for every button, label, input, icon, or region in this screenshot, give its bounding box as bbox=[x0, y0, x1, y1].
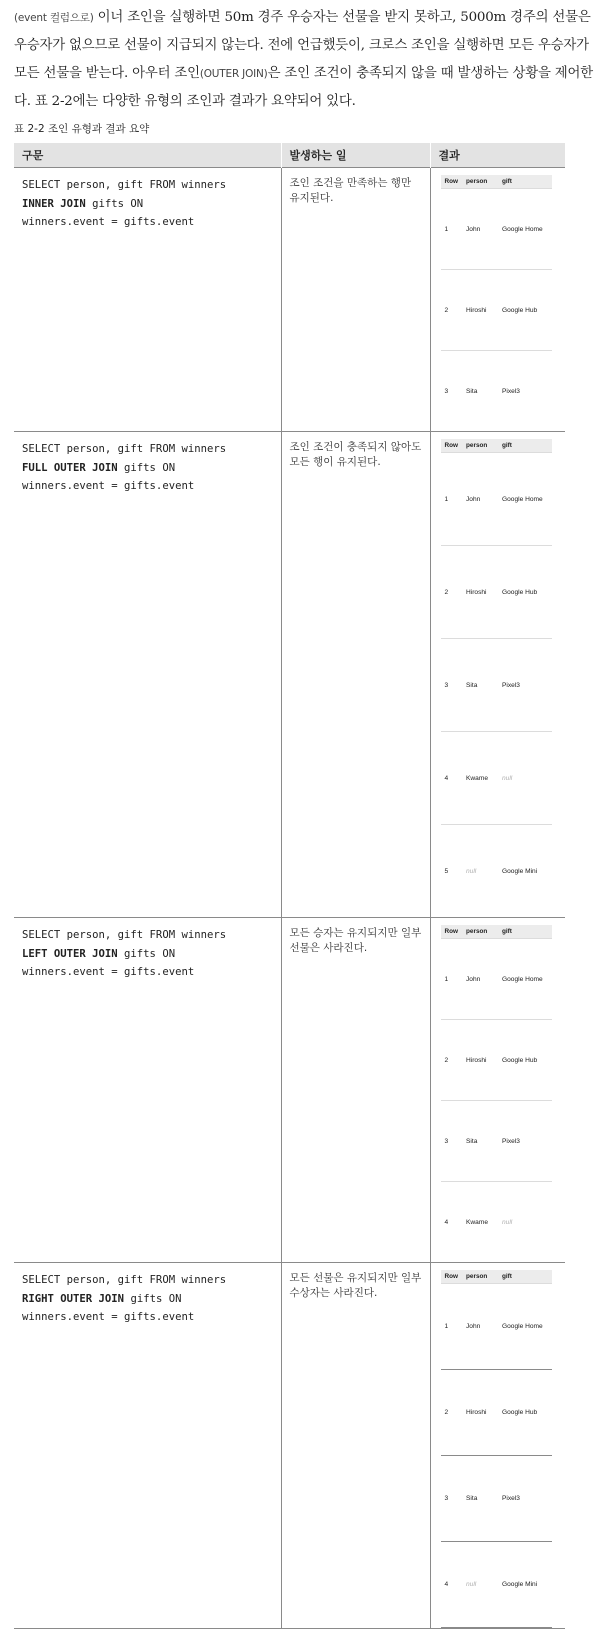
result-cell: Google Hub bbox=[498, 1370, 552, 1456]
result-header-person: person bbox=[462, 1270, 498, 1284]
result-header-row-num: Row bbox=[441, 1270, 463, 1284]
header-result: 결과 bbox=[430, 143, 565, 168]
result-header-row bbox=[441, 175, 553, 189]
result-cell: 1 bbox=[441, 939, 463, 1020]
result-cell: 3 bbox=[441, 1456, 463, 1542]
result-cell: Google Mini bbox=[498, 1542, 552, 1628]
syntax-cell bbox=[14, 918, 281, 1263]
result-cell: Google Home bbox=[498, 453, 552, 546]
result-header-person: person bbox=[462, 439, 498, 453]
result-cell: Pixel3 bbox=[498, 1456, 552, 1542]
result-row bbox=[441, 1542, 553, 1628]
result-cell: 4 bbox=[441, 1182, 463, 1263]
result-cell: 4 bbox=[441, 732, 463, 825]
sql-line-condition: winners.event = gifts.event bbox=[22, 1311, 195, 1323]
result-cell: 2 bbox=[441, 1370, 463, 1456]
result-header-row bbox=[441, 439, 553, 453]
result-cell: 5 bbox=[441, 825, 463, 918]
result-cell: Sita bbox=[462, 639, 498, 732]
sql-line-condition: winners.event = gifts.event bbox=[22, 966, 195, 978]
result-cell: Pixel3 bbox=[498, 639, 552, 732]
join-description: 모든 선물은 유지되지만 일부 수상자는 사라진다. bbox=[289, 1272, 422, 1299]
join-summary-table bbox=[14, 143, 565, 1629]
result-cell: John bbox=[462, 189, 498, 270]
join-rest: gifts ON bbox=[117, 947, 176, 960]
result-cell-container bbox=[430, 918, 565, 1263]
result-header-row bbox=[441, 1270, 553, 1284]
result-row bbox=[441, 1020, 553, 1101]
result-cell: Sita bbox=[462, 1456, 498, 1542]
sql-line-select: SELECT person, gift FROM winners bbox=[22, 443, 227, 455]
result-cell: Hiroshi bbox=[462, 270, 498, 351]
sql-line-select: SELECT person, gift FROM winners bbox=[22, 1274, 227, 1286]
paragraph-text-part1: 이너 조인을 실행하면 50m 경주 우승자는 선물을 받지 못하고, 5000m 경주의 선물은 우승자가 없으므로 선물이 지급되지 않는다. 전에 언급했듯이, 크로스 조인을 실행하면 모든 우승자가 모든 선물을 받는다. 아우터 조인 bbox=[14, 10, 591, 81]
result-header-row bbox=[441, 925, 553, 939]
result-row bbox=[441, 1182, 553, 1263]
syntax-cell bbox=[14, 168, 281, 432]
result-cell: Google Mini bbox=[498, 825, 552, 918]
join-keyword: INNER JOIN bbox=[22, 197, 86, 210]
header-syntax: 구문 bbox=[14, 143, 281, 168]
result-cell-container bbox=[430, 432, 565, 918]
result-row bbox=[441, 1370, 553, 1456]
result-row bbox=[441, 1101, 553, 1182]
join-description: 모든 승자는 유지되지만 일부 선물은 사라진다. bbox=[289, 927, 422, 954]
join-rest: gifts ON bbox=[124, 1292, 182, 1305]
result-cell: Sita bbox=[462, 351, 498, 432]
table-row bbox=[14, 432, 565, 918]
result-cell: Hiroshi bbox=[462, 1020, 498, 1101]
table-row bbox=[14, 1263, 565, 1629]
result-cell-container bbox=[430, 168, 565, 432]
result-cell: 3 bbox=[441, 1101, 463, 1182]
result-header-person: person bbox=[462, 175, 498, 189]
result-cell: null bbox=[462, 1542, 498, 1628]
sql-code-block bbox=[22, 1271, 273, 1327]
result-cell: Hiroshi bbox=[462, 546, 498, 639]
table-caption: 표 2-2 조인 유형과 결과 요약 bbox=[14, 123, 150, 135]
result-cell: Google Home bbox=[498, 1284, 552, 1370]
join-rest: gifts ON bbox=[85, 197, 144, 210]
result-mini-table bbox=[441, 175, 553, 431]
result-header-gift: gift bbox=[498, 175, 552, 189]
table-header-row bbox=[14, 143, 565, 168]
sql-code-block bbox=[22, 926, 273, 982]
sql-code-block bbox=[22, 440, 273, 496]
result-row bbox=[441, 453, 553, 546]
syntax-cell bbox=[14, 1263, 281, 1629]
result-cell: Pixel3 bbox=[498, 351, 552, 432]
result-mini-table bbox=[441, 1270, 553, 1628]
result-cell: null bbox=[498, 1182, 552, 1263]
result-header-gift: gift bbox=[498, 1270, 552, 1284]
result-cell-container bbox=[430, 1263, 565, 1629]
result-row bbox=[441, 1284, 553, 1370]
result-cell: 3 bbox=[441, 639, 463, 732]
result-cell: Sita bbox=[462, 1101, 498, 1182]
description-cell bbox=[281, 1263, 430, 1629]
result-cell: Kwame bbox=[462, 732, 498, 825]
result-header-gift: gift bbox=[498, 439, 552, 453]
paragraph-text-part2: 은 조인 조건이 충족되지 않을 때 발생하는 상황을 제어한다. 표 2-2에는 다양한 유형의 조인과 결과가 요약되어 있다. bbox=[14, 65, 593, 109]
result-row bbox=[441, 639, 553, 732]
header-what-happens: 발생하는 일 bbox=[281, 143, 430, 168]
sql-line-select: SELECT person, gift FROM winners bbox=[22, 179, 227, 191]
result-cell: Hiroshi bbox=[462, 1370, 498, 1456]
description-cell bbox=[281, 432, 430, 918]
result-row bbox=[441, 732, 553, 825]
result-cell: 2 bbox=[441, 1020, 463, 1101]
result-mini-table bbox=[441, 925, 553, 1262]
body-paragraph bbox=[14, 4, 594, 115]
result-cell: 1 bbox=[441, 453, 463, 546]
result-row bbox=[441, 546, 553, 639]
result-cell: Google Hub bbox=[498, 270, 552, 351]
result-header-person: person bbox=[462, 925, 498, 939]
sql-line-select: SELECT person, gift FROM winners bbox=[22, 929, 227, 941]
result-cell: Google Hub bbox=[498, 546, 552, 639]
sql-line-join bbox=[22, 459, 273, 478]
description-cell bbox=[281, 918, 430, 1263]
table-row bbox=[14, 918, 565, 1263]
result-header-gift: gift bbox=[498, 925, 552, 939]
sql-line-condition: winners.event = gifts.event bbox=[22, 480, 195, 492]
result-cell: 1 bbox=[441, 1284, 463, 1370]
sql-line-condition: winners.event = gifts.event bbox=[22, 216, 195, 228]
result-cell: 3 bbox=[441, 351, 463, 432]
join-rest: gifts ON bbox=[117, 461, 176, 474]
result-cell: null bbox=[498, 732, 552, 825]
result-cell: Pixel3 bbox=[498, 1101, 552, 1182]
result-cell: 1 bbox=[441, 189, 463, 270]
sql-line-join bbox=[22, 945, 273, 964]
result-cell: Google Hub bbox=[498, 1020, 552, 1101]
result-row bbox=[441, 189, 553, 270]
result-mini-table bbox=[441, 439, 553, 917]
result-row bbox=[441, 1456, 553, 1542]
result-cell: 2 bbox=[441, 270, 463, 351]
sql-code-block bbox=[22, 176, 273, 232]
result-cell: 2 bbox=[441, 546, 463, 639]
inline-note-event-column: (event 컬럼으로) bbox=[14, 12, 94, 24]
sql-line-join bbox=[22, 195, 273, 214]
result-cell: John bbox=[462, 939, 498, 1020]
result-header-row-num: Row bbox=[441, 439, 463, 453]
result-row bbox=[441, 825, 553, 918]
join-keyword: RIGHT OUTER JOIN bbox=[22, 1292, 125, 1305]
result-cell: Google Home bbox=[498, 189, 552, 270]
result-cell: John bbox=[462, 1284, 498, 1370]
result-header-row-num: Row bbox=[441, 175, 463, 189]
result-row bbox=[441, 270, 553, 351]
join-keyword: LEFT OUTER JOIN bbox=[22, 947, 118, 960]
syntax-cell bbox=[14, 432, 281, 918]
description-cell bbox=[281, 168, 430, 432]
join-keyword: FULL OUTER JOIN bbox=[22, 461, 118, 474]
result-row bbox=[441, 939, 553, 1020]
inline-term-outer-join: (OUTER JOIN) bbox=[199, 67, 268, 80]
result-cell: John bbox=[462, 453, 498, 546]
result-cell: Google Home bbox=[498, 939, 552, 1020]
sql-line-join bbox=[22, 1290, 273, 1309]
result-cell: 4 bbox=[441, 1542, 463, 1628]
table-row bbox=[14, 168, 565, 432]
join-description: 조인 조건을 만족하는 행만 유지된다. bbox=[289, 177, 412, 204]
result-cell: null bbox=[462, 825, 498, 918]
result-header-row-num: Row bbox=[441, 925, 463, 939]
join-description: 조인 조건이 충족되지 않아도 모든 행이 유지된다. bbox=[289, 441, 422, 468]
result-row bbox=[441, 351, 553, 432]
result-cell: Kwame bbox=[462, 1182, 498, 1263]
